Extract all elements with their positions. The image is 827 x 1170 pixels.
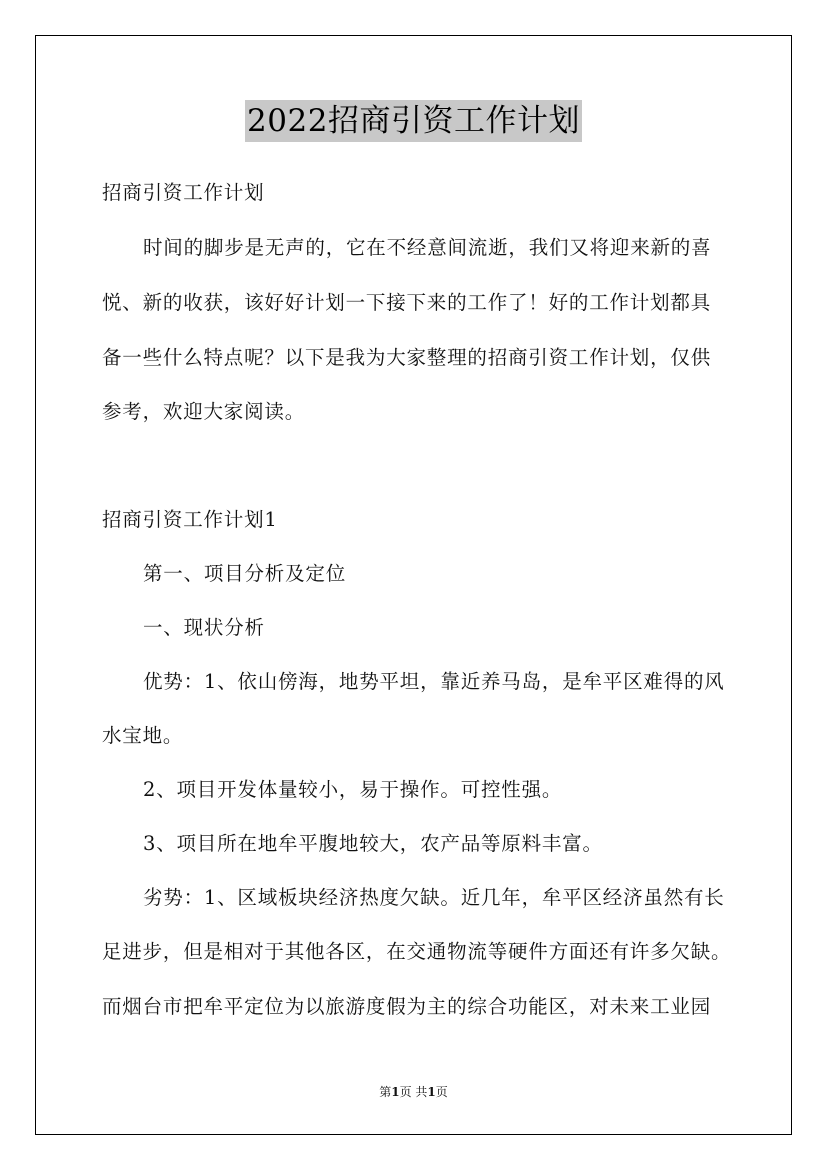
paragraph-line: 时间的脚步是无声的，它在不经意间流逝，我们又将迎来新的喜: [143, 236, 712, 259]
current-page-number: 1: [391, 1085, 400, 1099]
paragraph-line: 3、项目所在地牟平腹地较大，农产品等原料丰富。: [143, 832, 603, 855]
paragraph-line: 参考，欢迎大家阅读。: [102, 400, 306, 423]
subsection-heading: 一、现状分析: [143, 616, 265, 639]
paragraph-line: 足进步，但是相对于其他各区，在交通物流等硬件方面还有许多欠缺。: [102, 940, 732, 963]
paragraph-line: 劣势：1、区域板块经济热度欠缺。近几年，牟平区经济虽然有长: [143, 886, 725, 909]
total-page-number: 1: [427, 1085, 436, 1099]
footer-text: 页: [435, 1085, 448, 1099]
paragraph-line: 备一些什么特点呢？以下是我为大家整理的招商引资工作计划，仅供: [102, 346, 712, 369]
title-container: [0, 100, 827, 142]
footer-text: 第: [379, 1085, 392, 1099]
document-title: 2022招商引资工作计划: [245, 100, 582, 142]
footer-text: 页 共: [399, 1085, 428, 1099]
section-heading: 招商引资工作计划: [102, 181, 265, 204]
paragraph-line: 悦、新的收获，该好好计划一下接下来的工作了！好的工作计划都具: [102, 291, 712, 314]
page-footer: [0, 1084, 827, 1100]
paragraph-line: 水宝地。: [102, 724, 184, 747]
section-heading: 招商引资工作计划1: [102, 508, 278, 531]
paragraph-line: 而烟台市把牟平定位为以旅游度假为主的综合功能区，对未来工业园: [102, 995, 712, 1018]
paragraph-line: 优势：1、依山傍海，地势平坦，靠近养马岛，是牟平区难得的风: [143, 670, 725, 693]
paragraph-line: 2、项目开发体量较小，易于操作。可控性强。: [143, 778, 563, 801]
subsection-heading: 第一、项目分析及定位: [143, 562, 347, 585]
